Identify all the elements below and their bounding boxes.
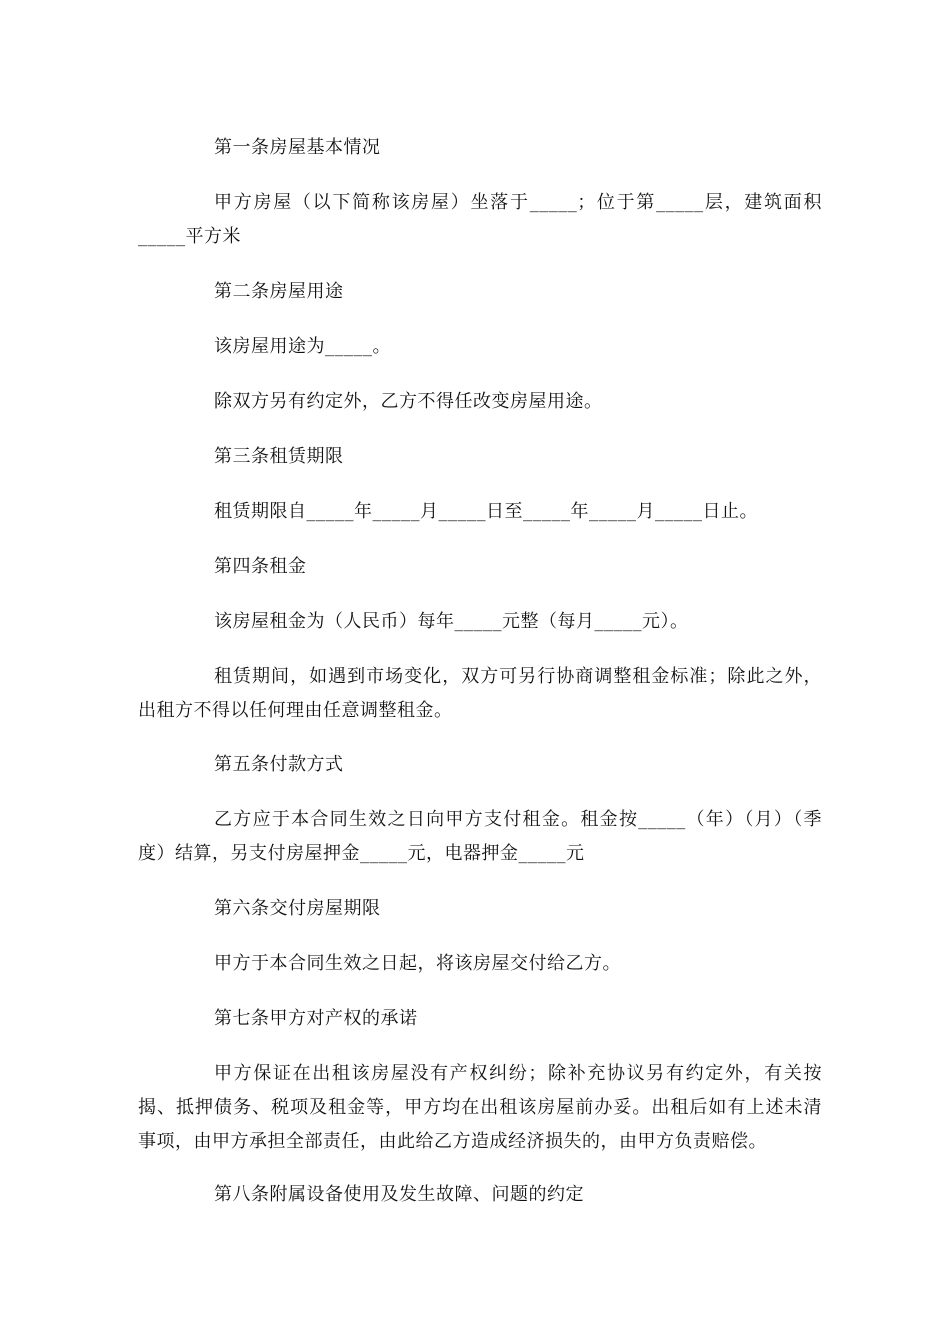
article-5-heading: 第五条付款方式 — [214, 754, 344, 775]
article-3-heading: 第三条租赁期限 — [214, 446, 344, 467]
article-2-heading: 第二条房屋用途 — [214, 281, 344, 302]
article-7-heading: 第七条甲方对产权的承诺 — [214, 1008, 418, 1029]
article-1-heading: 第一条房屋基本情况 — [214, 137, 381, 158]
article-1-text: 甲方房屋（以下简称该房屋）坐落于_____；位于第_____层，建筑面积_____平方米 — [138, 192, 822, 247]
article-6-heading: 第六条交付房屋期限 — [214, 898, 381, 919]
article-2-text-1: 该房屋用途为_____。 — [214, 336, 391, 357]
article-5-text: 乙方应于本合同生效之日向甲方支付租金。租金按_____（年）（月）（季度）结算，另支付房屋押金_____元，电器押金_____元 — [138, 809, 822, 864]
article-4-text-2: 租赁期间，如遇到市场变化，双方可另行协商调整租金标准；除此之外，出租方不得以任何理由任意调整租金。 — [138, 666, 822, 721]
article-6-text: 甲方于本合同生效之日起，将该房屋交付给乙方。 — [214, 953, 621, 974]
article-7-text: 甲方保证在出租该房屋没有产权纠纷；除补充协议另有约定外，有关按揭、抵押债务、税项及租金等，甲方均在出租该房屋前办妥。出租后如有上述未清事项，由甲方承担全部责任，由此给乙方造成经济损失的，由甲方负责赔偿。 — [138, 1063, 822, 1152]
article-2-text-2: 除双方另有约定外，乙方不得任改变房屋用途。 — [214, 391, 603, 412]
article-4-heading: 第四条租金 — [214, 556, 307, 577]
article-4-text-1: 该房屋租金为（人民币）每年_____元整（每月_____元）。 — [214, 611, 689, 632]
article-3-text: 租赁期限自_____年_____月_____日至_____年_____月_____日止。 — [214, 501, 758, 522]
article-8-heading: 第八条附属设备使用及发生故障、问题的约定 — [214, 1184, 584, 1205]
